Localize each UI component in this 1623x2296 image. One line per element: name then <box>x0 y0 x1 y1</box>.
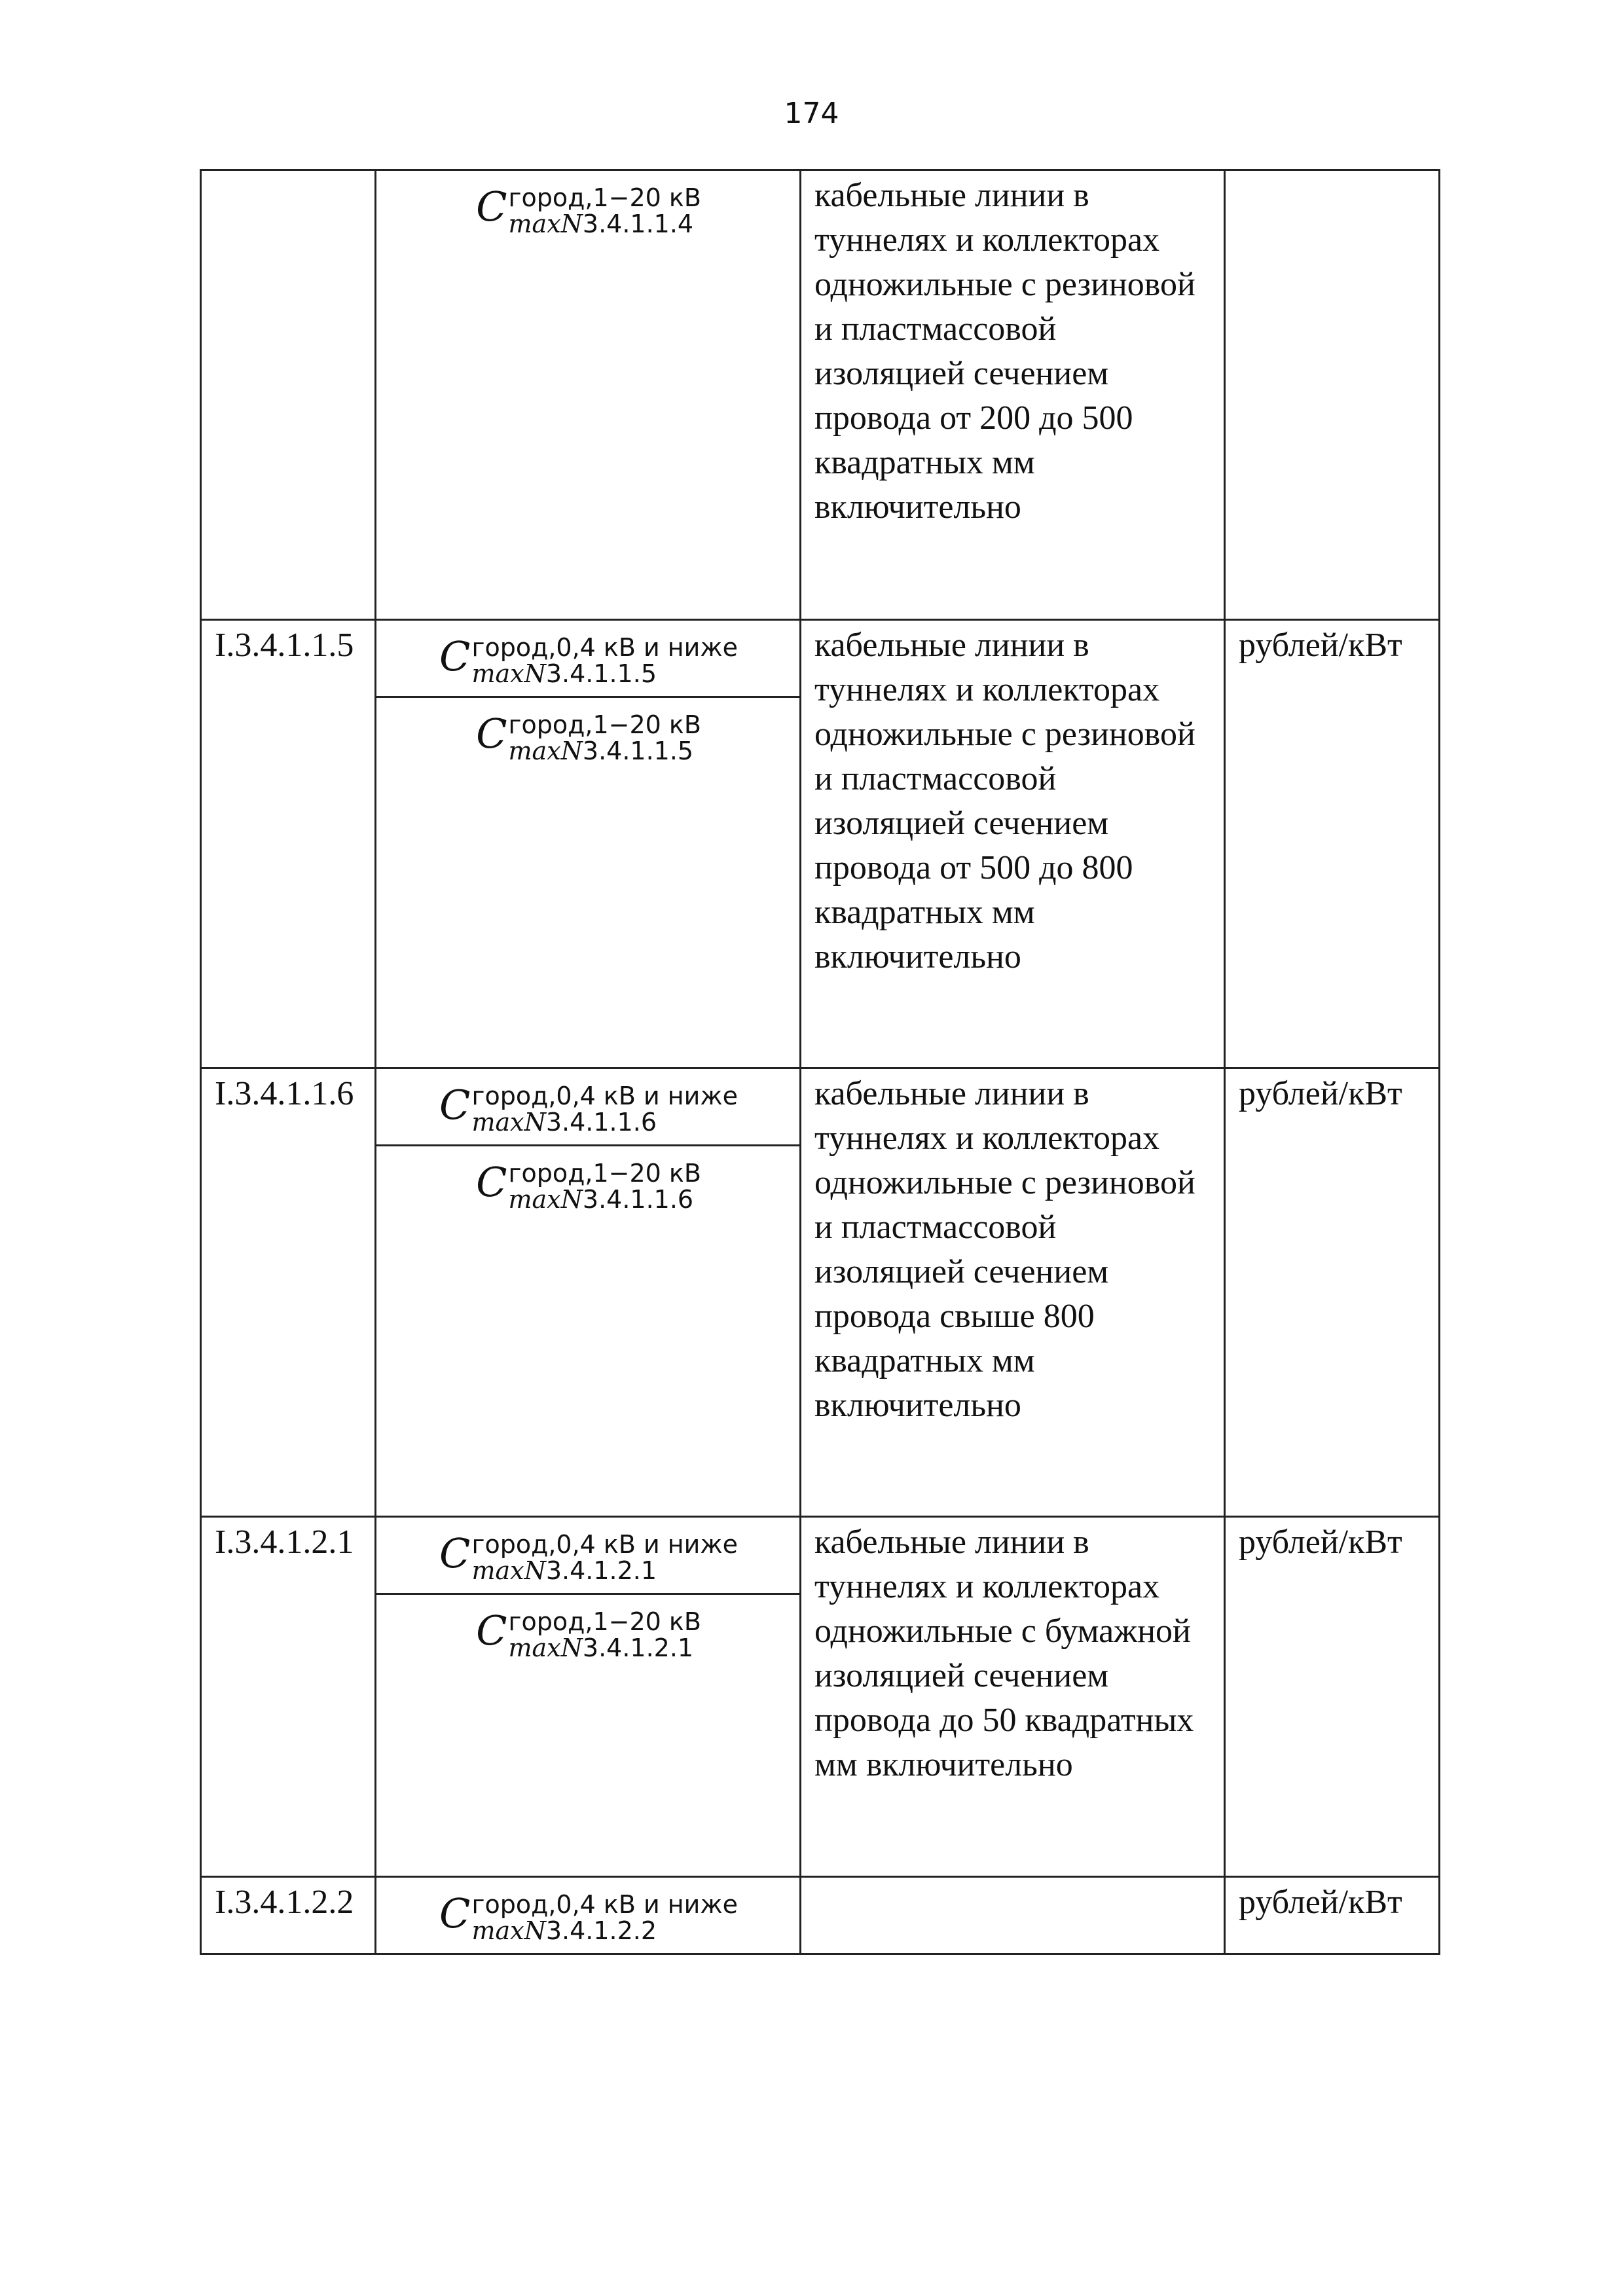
formula <box>376 1144 799 1222</box>
table-row <box>201 1517 1440 1877</box>
formula-symbol: C <box>476 710 507 757</box>
formula-subscript-var: maxN <box>471 1556 546 1585</box>
formula-superscript: город,0,4 кВ и ниже <box>471 1081 738 1110</box>
formula-superscript: город,0,4 кВ и ниже <box>471 1529 738 1559</box>
table-row <box>201 1068 1440 1517</box>
code-cell: I.3.4.1.1.6 <box>201 1068 376 1517</box>
formula-superscript: город,1−20 кВ <box>508 710 701 739</box>
table-row <box>201 170 1440 620</box>
description-cell <box>801 1877 1225 1954</box>
unit-cell: рублей/кВт <box>1225 1068 1440 1517</box>
description-cell: кабельные линии в туннелях и коллекторах одножильные с резиновой и пластмассовой изоляцией сечением провода свыше 800 квадратных мм включительно <box>801 1068 1225 1517</box>
unit-cell <box>1225 170 1440 620</box>
formula-subscript-num: 3.4.1.2.1 <box>582 1633 694 1662</box>
formula <box>376 1593 799 1670</box>
formula-subscript-var: maxN <box>508 209 583 238</box>
formula-cell <box>376 1877 801 1954</box>
code-cell: I.3.4.1.2.2 <box>201 1877 376 1954</box>
formula-superscript: город,1−20 кВ <box>508 1607 701 1636</box>
formula-cell <box>376 1517 801 1877</box>
formula-subscript-var: maxN <box>471 659 546 688</box>
formula-subscript-var: maxN <box>471 1916 546 1945</box>
formula-superscript: город,1−20 кВ <box>508 183 701 212</box>
formula-subscript-var: maxN <box>471 1107 546 1137</box>
formula-subscript-var: maxN <box>508 736 583 765</box>
formula-cell <box>376 1068 801 1517</box>
formula-superscript: город,1−20 кВ <box>508 1158 701 1188</box>
formula <box>376 621 799 696</box>
description-cell: кабельные линии в туннелях и коллекторах одножильные с резиновой и пластмассовой изоляцией сечением провода от 200 до 500 квадратных мм включительно <box>801 170 1225 620</box>
formula-cell <box>376 620 801 1068</box>
formula <box>376 1069 799 1144</box>
unit-cell: рублей/кВт <box>1225 620 1440 1068</box>
formula-symbol: C <box>439 632 471 680</box>
description-cell: кабельные линии в туннелях и коллекторах одножильные с бумажной изоляцией сечением провода до 50 квадратных мм включительно <box>801 1517 1225 1877</box>
description-cell: кабельные линии в туннелях и коллекторах одножильные с резиновой и пластмассовой изоляцией сечением провода от 500 до 800 квадратных мм включительно <box>801 620 1225 1068</box>
code-cell: I.3.4.1.1.5 <box>201 620 376 1068</box>
formula-symbol: C <box>476 183 507 230</box>
code-cell: I.3.4.1.2.1 <box>201 1517 376 1877</box>
page-number: 174 <box>784 97 839 130</box>
formula-symbol: C <box>439 1529 471 1577</box>
tariff-table <box>200 169 1440 1955</box>
formula <box>376 171 799 246</box>
table-row <box>201 620 1440 1068</box>
formula <box>376 1878 799 1953</box>
formula-symbol: C <box>439 1081 471 1129</box>
unit-cell: рублей/кВт <box>1225 1517 1440 1877</box>
formula <box>376 696 799 773</box>
formula-subscript-num: 3.4.1.2.2 <box>545 1916 657 1945</box>
unit-cell: рублей/кВт <box>1225 1877 1440 1954</box>
formula-subscript-num: 3.4.1.1.5 <box>545 659 657 688</box>
formula-subscript-num: 3.4.1.1.5 <box>582 736 694 765</box>
formula-superscript: город,0,4 кВ и ниже <box>471 1889 738 1919</box>
formula-subscript-var: maxN <box>508 1184 583 1214</box>
formula-symbol: C <box>476 1607 507 1654</box>
code-cell <box>201 170 376 620</box>
table-row <box>201 1877 1440 1954</box>
formula <box>376 1518 799 1593</box>
formula-subscript-num: 3.4.1.2.1 <box>545 1556 657 1585</box>
formula-cell <box>376 170 801 620</box>
formula-superscript: город,0,4 кВ и ниже <box>471 632 738 662</box>
formula-symbol: C <box>439 1889 471 1937</box>
formula-subscript-var: maxN <box>508 1633 583 1662</box>
formula-symbol: C <box>476 1158 507 1206</box>
formula-subscript-num: 3.4.1.1.6 <box>545 1107 657 1137</box>
formula-subscript-num: 3.4.1.1.6 <box>582 1184 694 1214</box>
formula-subscript-num: 3.4.1.1.4 <box>582 209 694 238</box>
